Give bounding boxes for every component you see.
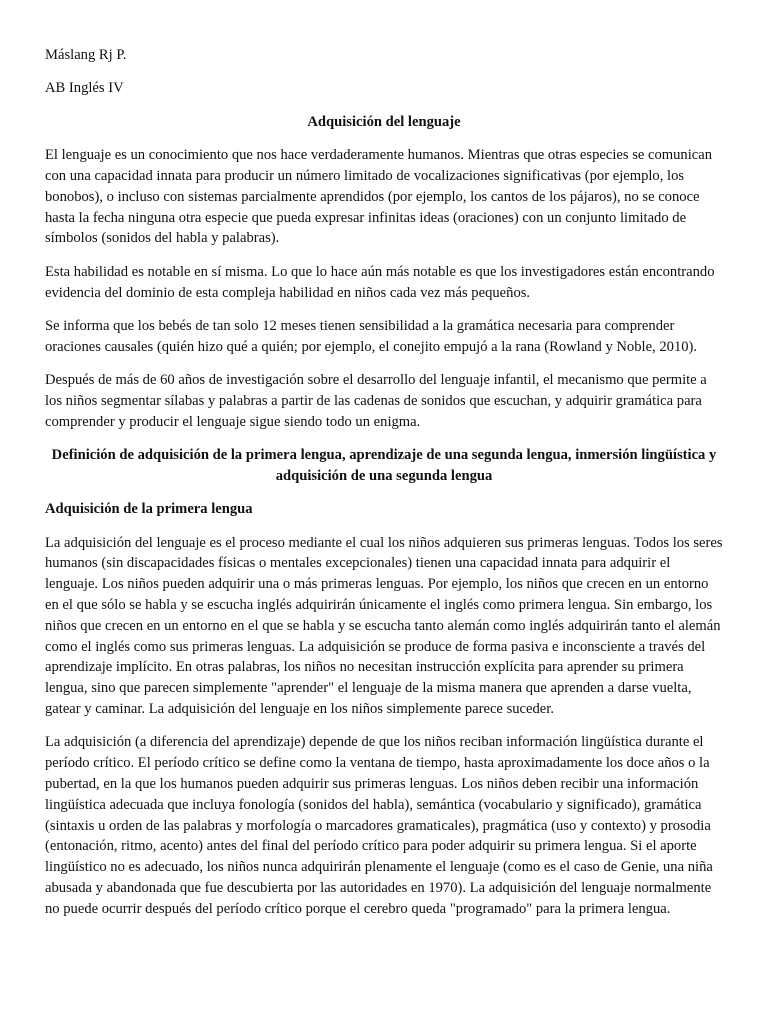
intro-paragraph-2: Esta habilidad es notable en sí misma. Lo que lo hace aún más notable es que los investigadores están encontrando evidencia del dominio de esta compleja habilidad en niños cada vez más pequeños. [45,263,715,301]
course-name: AB Inglés IV [45,80,124,97]
author-name: Máslang Rj P. [45,47,127,63]
intro-paragraph-3: Se informa que los bebés de tan solo 12 meses tienen sensibilidad a la gramática necesaria para comprender oraciones causales (quién hizo qué a quién; por ejemplo, el conejito empujó a la rana (Rowland y Noble, 2010). [45,317,698,355]
subsection-heading: Adquisición de la primera lengua [45,501,253,518]
body-paragraph-1: La adquisición del lenguaje es el proceso mediante el cual los niños adquieren sus primeras lenguas. Todos los seres humanos (sin discapacidades físicas o mentales excepcionales) tienen una capacidad innata para adquirir el lenguaje. Los niños pueden adquirir una o más primeras lenguas. Por ejemplo, los niños que crecen en un entorno en el que sólo se habla y se escucha inglés adquirirán únicamente el inglés como primera lengua. Sin embargo, los niños que crecen en un entorno en el que se habla y se escucha tanto alemán como inglés adquirirán tanto el alemán como el inglés como sus primeras lenguas. La adquisición se produce de forma pasiva e inconsciente a través del aprendizaje implícito. En otras palabras, los niños no necesitan instrucción explícita para aprender su primera lengua, sino que parecen simplemente "aprender" el lenguaje de la misma manera que aprenden a darse vuelta, gatear y caminar. La adquisición del lenguaje en los niños simplemente parece suceder. [45,534,723,718]
body-paragraph-2: La adquisición (a diferencia del aprendizaje) depende de que los niños reciban información lingüística durante el período crítico. El período crítico se define como la ventana de tiempo, hasta aproximadamente los doce años o la pubertad, en la que los humanos pueden adquirir sus primeras lenguas. Los niños deben recibir una información lingüística adecuada que incluya fonología (sonidos del habla), semántica (vocabulario y significado), gramática (sintaxis u orden de las palabras y morfología o marcadores gramaticales), pragmática (uso y contexto) y prosodia (entonación, ritmo, acento) antes del final del período crítico para poder adquirir su primera lengua. Si el aporte lingüístico no es adecuado, los niños nunca adquirirán plenamente el lenguaje (como es el caso de Genie, una niña abusada y abandonada que fue descubierta por las autoridades en 1970). La adquisición del lenguaje normalmente no puede ocurrir después del período crítico porque el cerebro queda "programado" para la primera lengua. [45,734,713,917]
document-title: Adquisición del lenguaje [307,113,461,130]
intro-paragraph-4: Después de más de 60 años de investigación sobre el desarrollo del lenguaje infantil, el mecanismo que permite a los niños segmentar sílabas y palabras a partir de las cadenas de sonidos que escuchan, y adquirir gramática para comprender y producir el lenguaje sigue siendo todo un enigma. [45,372,707,430]
intro-paragraph-1: El lenguaje es un conocimiento que nos hace verdaderamente humanos. Mientras que otras especies se comunican con una capacidad innata para producir un número limitado de vocalizaciones significativas (por ejemplo, los bonobos), o incluso con sistemas parcialmente aprendidos (por ejemplo, los cantos de los pájaros), no se conoce hasta la fecha ninguna otra especie que pueda expresar infinitas ideas (oraciones) con un conjunto limitado de símbolos (sonidos del habla y palabras). [45,147,713,247]
section-heading: Definición de adquisición de la primera lengua, aprendizaje de una segunda lengua, inmersión lingüística y adquisición de una segunda lengua [51,447,717,484]
